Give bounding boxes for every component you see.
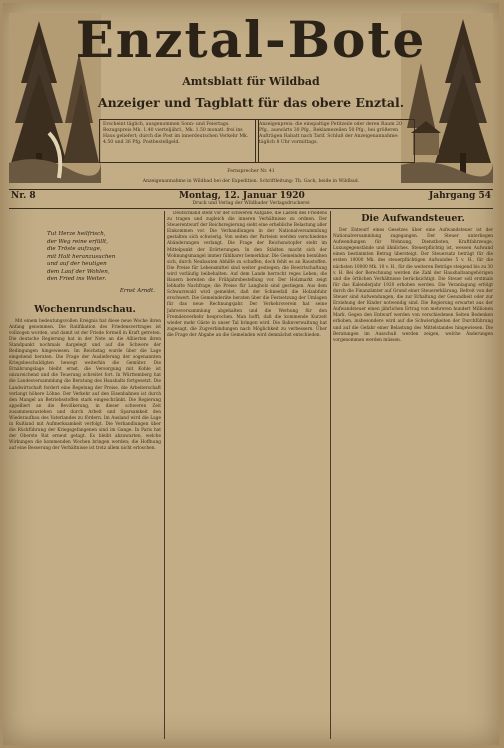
article-body-weekly-review (9, 319, 161, 453)
article-body-middle (167, 211, 327, 339)
poem-line: den Fried ins Weiter. (47, 276, 107, 282)
issue-number: Nr. 8 (11, 191, 36, 201)
article-paragraph: Deutschland steht vor der schweren Aufgabe, die Lasten des Friedens zu tragen und zugleich die inneren Verhältnisse zu ordnen. Der Steuerentwurf der Reichsregierung sieht eine erhebliche Belastung aller Einkommen vor. Die Verhandlungen in der Nationalversammlung gestalten sich schwierig. Von seiten der Parteien werden verschiedene Abänderungen verlangt. Die Frage der Reichsnotopfer steht im Mittelpunkt der Erörterungen. In den Städten macht sich der Wohnungsmangel immer fühlbarer bemerkbar. Die Gemeinden bemühen sich, durch Neubauten Abhilfe zu schaffen, doch fehlt es an Baustoffen. Die Preise für Lebensmittel sind weiter gestiegen; die Bewirtschaftung wird vorläufig beibehalten. Auf dem Lande herrscht reges Leben; die Bauern bereiten die Frühjahrsbestellung vor. Der Holzmarkt zeigt lebhafte Nachfrage; die Preise für Langholz sind gestiegen. Aus dem Schwarzwald wird gemeldet, daß der Schneefall die Holzabfuhr erschwert. Die Gemeinderäte beraten über die Festsetzung der Umlagen für das neue Rechnungsjahr. Der Verkehrsverein hat seine Jahresversammlung abgehalten und die Werbung für den Fremdenverkehr besprochen. Man hofft, daß die kommende Kurzeit wieder mehr Gäste in unser Tal bringen wird. Die Bahnverwaltung hat zugesagt, die Zugverbindungen nach Möglichkeit zu verbessern. Über die Frage der Abgabe an die Gemeinden wird demnächst entschieden. (167, 211, 327, 338)
editorial-line: Anzeigenannahme in Wildbad bei der Expedition. Schriftleitung: Th. Gack, beide in Wildbad. (142, 179, 360, 184)
article-heading-weekly-review: Wochenrundschau. (34, 303, 136, 315)
dateline-rule (9, 208, 493, 209)
issue-date: Montag, 12. Januar 1920 (179, 191, 305, 201)
phone-line: Fernsprecher Nr. 41 (227, 169, 275, 174)
newspaper-subtitle: Amtsblatt für Wildbad (182, 75, 320, 88)
poem-line: Tut Herze heilfrisch, (47, 231, 106, 237)
column-middle (167, 211, 327, 741)
volume-number: Jahrgang 54 (429, 191, 491, 201)
column-right (333, 211, 493, 741)
poem-line: mit Halt heranzusuchen (47, 253, 116, 260)
advertising-info-box: Anzeigenpreis: die einspaltige Petitzeile oder deren Raum 20 Pfg., auswärts 30 Pfg., Reklamezeilen 50 Pfg., bei größeren Aufträgen Rabatt nach Tarif. Schluß der Anzeigenannahme: täglich 8 Uhr vormittags. (255, 119, 415, 163)
subscription-info-box: Erscheint täglich, ausgenommen Sonn- und Feiertags. Bezugspreis Mk. 1.40 vierteljährl., Mk. 1.50 monatl. frei ins Haus geliefert; durch die Post im innerdeutschen Verkehr Mk. 4.50 und 36 Pfg. Postbestellgeld. (99, 119, 259, 163)
masthead (3, 3, 499, 221)
column-divider (330, 211, 331, 739)
poem-line: der Weg reine erfüllt, (47, 238, 109, 245)
column-divider (164, 211, 165, 739)
newspaper-tagline: Anzeiger und Tagblatt für das obere Enztal. (97, 95, 405, 110)
article-body-expense-tax (333, 228, 493, 344)
newspaper-page (3, 3, 499, 745)
newspaper-title: Enztal-Bote (75, 10, 427, 69)
article-paragraph: Der Entwurf eines Gesetzes über eine Aufwandsteuer ist der Nationalversammlung zugegangen. Der Steuer unterliegen Aufwendungen für Wohnung, Dienstboten, Kraftfahrzeuge, Luxusgegenstände und ähnliches. Steuerpflichtig ist, wessen Aufwand einen bestimmten Betrag übersteigt. Der Steuersatz beträgt für die ersten 10000 Mk. des steuerpflichtigen Aufwandes 5 v. H., für die nächsten 10000 Mk. 10 v. H., für die weiteren Beträge steigend bis zu 30 v. H. Bei der Berechnung werden die Zahl der Haushaltsangehörigen und die örtlichen Verhältnisse berücksichtigt. Die Steuer soll erstmals für das Kalenderjahr 1920 erhoben werden. Die Veranlagung erfolgt durch die Finanzämter auf Grund einer Steuererklärung. Befreit von der Steuer sind Aufwendungen, die zur Erhaltung der Gesundheit oder zur Erziehung der Kinder notwendig sind. Die Regierung erwartet aus der Aufwandsteuer einen jährlichen Ertrag von mehreren hundert Millionen Mark. Gegen den Entwurf werden von verschiedenen Seiten Bedenken erhoben, insbesondere wird auf die Schwierigkeiten der Durchführung und auf die Gefahr einer Belastung des Mittelstandes hingewiesen. Die Beratungen im Ausschuß werden zeigen, welche Änderungen vorgenommen werden müssen. (333, 228, 493, 343)
poem-line: die Tröste aufzuge, (47, 246, 102, 252)
article-heading-expense-tax: Die Aufwandsteuer. (361, 213, 465, 224)
column-left (9, 211, 161, 741)
print-line: Druck und Verlag der Wildbader Verlagsdruckerei (192, 201, 310, 206)
poem-author: Ernst Arndt. (119, 287, 155, 294)
poem-line: und auf der heutigen (47, 261, 107, 267)
article-columns (9, 211, 493, 741)
top-rule (9, 189, 493, 190)
article-paragraph: Mit einem bedeutungsvollen Ereignis hat diese neue Woche ihren Anfang genommen. Die Ratifikation des Friedensvertrages ist vollzogen worden, und damit ist der Friede formell in Kraft getreten. Die deutsche Regierung hat in der Note an die Alliierten ihren Standpunkt nochmals dargelegt und auf die Schwere der Bedingungen hingewiesen. Im Reichstag wurde über die Lage eingehend beraten. Die Frage der Auslieferung der sogenannten Kriegsbeschuldigten bewegt weiterhin die Gemüter. Die Ernährungslage bleibt ernst, die Versorgung mit Kohle ist unzureichend und die Teuerung schreitet fort. In Württemberg hat die Landesversammlung die Beratung des Haushalts fortgesetzt. Die Landwirtschaft fordert eine Regelung der Preise, die Arbeiterschaft verlangt höhere Löhne. Der Verkehr auf den Eisenbahnen ist durch den Mangel an Betriebsstoffen stark eingeschränkt. Die Regierung appelliert an die Bevölkerung, in dieser schweren Zeit zusammenzustehen und durch Arbeit und Sparsamkeit den Wiederaufbau des Vaterlandes zu fördern. Im Ausland wird die Lage in Rußland mit Aufmerksamkeit verfolgt. Die Verhandlungen über die Rückführung der Kriegsgefangenen sind im Gange. In Paris hat der Oberste Rat erneut getagt. Es bleibt abzuwarten, welche Wirkungen die kommenden Wochen bringen werden; die Hoffnung auf eine Besserung der Verhältnisse ist trotz allem nicht erloschen. (9, 318, 161, 452)
poem (47, 231, 161, 284)
poem-line: dem Lauf der Wohlen, (47, 268, 110, 275)
